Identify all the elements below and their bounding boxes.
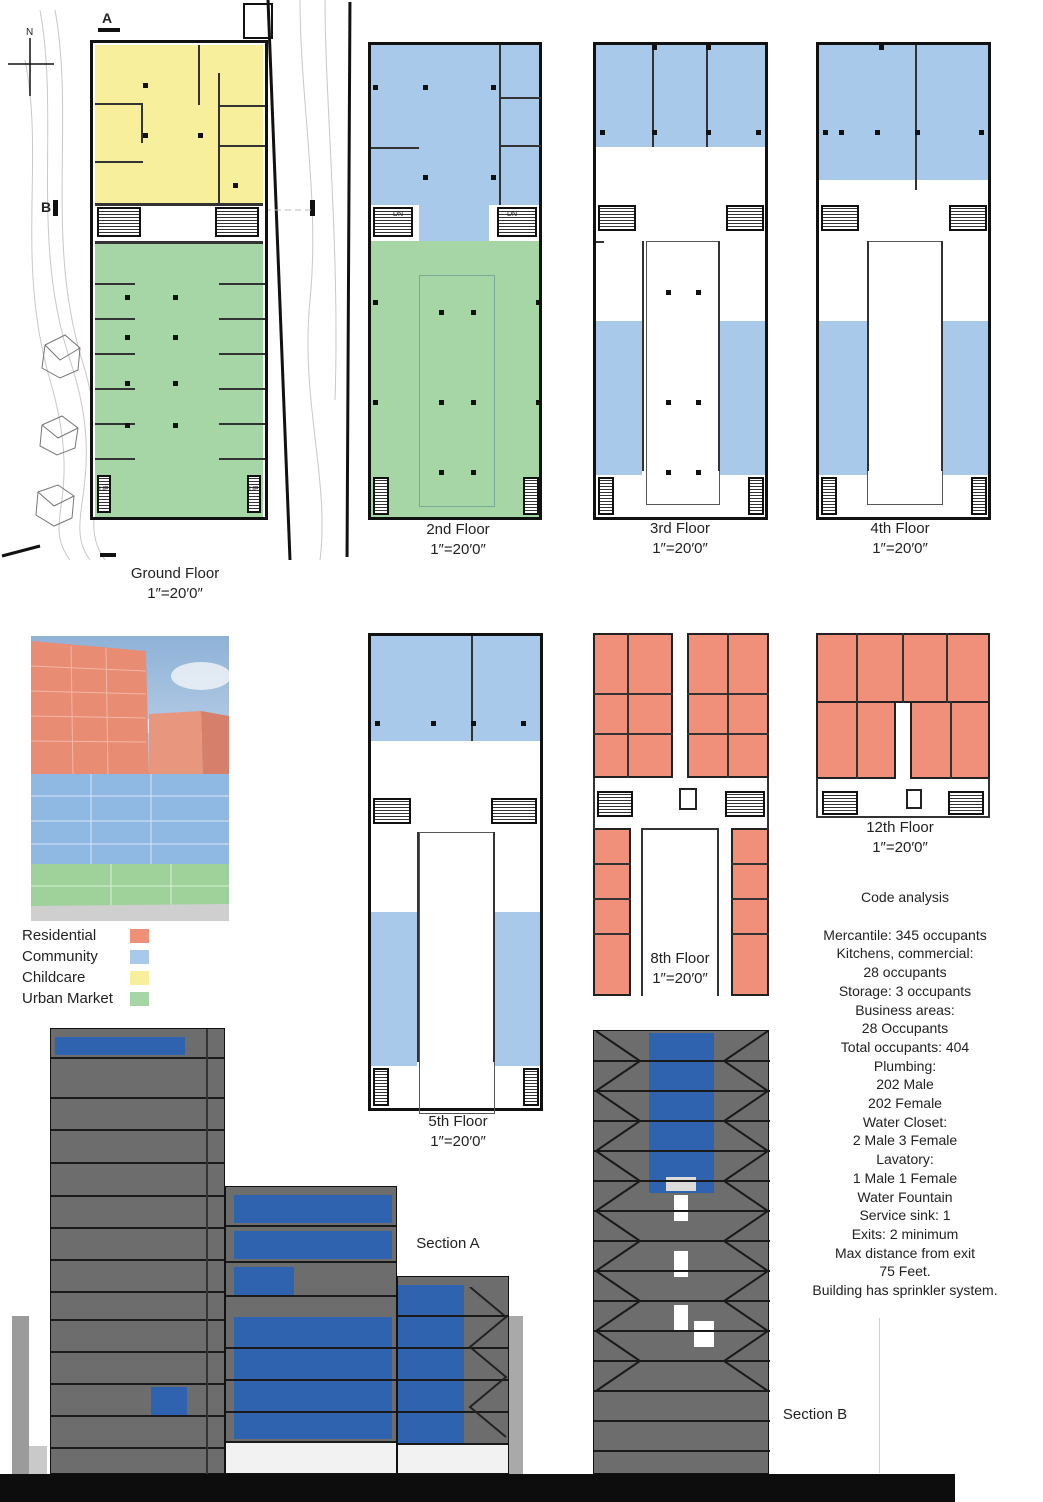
fourth-floor-plan bbox=[816, 42, 991, 520]
building-rendering bbox=[31, 636, 229, 921]
ground-bar bbox=[0, 1474, 955, 1502]
code-analysis-line: Plumbing: bbox=[873, 1057, 937, 1074]
section-b-mark: B bbox=[41, 199, 52, 215]
legend-label: Community bbox=[22, 948, 98, 965]
fifth-floor-title: 5th Floor bbox=[428, 1113, 488, 1130]
code-analysis-line: Water Closet: bbox=[862, 1113, 948, 1130]
legend-swatch-childcare bbox=[130, 971, 149, 985]
second-floor-plan bbox=[368, 42, 542, 520]
code-analysis-line: Service sink: 1 bbox=[859, 1207, 951, 1224]
zone-community bbox=[596, 45, 765, 147]
code-analysis-line: Storage: 3 occupants bbox=[838, 982, 972, 999]
legend-label: Residential bbox=[22, 927, 97, 944]
up-label: UP bbox=[99, 486, 109, 493]
code-analysis-line: Total occupants: 404 bbox=[840, 1038, 970, 1055]
twelfth-floor-plan bbox=[816, 633, 992, 818]
third-floor-title: 3rd Floor bbox=[649, 520, 711, 537]
legend-label: Urban Market bbox=[22, 990, 113, 1007]
twelfth-floor-title: 12th Floor bbox=[866, 819, 934, 836]
code-analysis bbox=[800, 888, 1010, 1300]
section-a-mark: A bbox=[102, 10, 113, 26]
rendering-illustration bbox=[31, 636, 229, 921]
twelfth-floor-scale: 1″=20′0″ bbox=[872, 839, 928, 856]
fourth-floor-title: 4th Floor bbox=[870, 520, 930, 537]
code-analysis-line: 28 Occupants bbox=[861, 1020, 949, 1037]
tree-icons bbox=[36, 335, 80, 526]
code-analysis-line: 75 Feet. bbox=[879, 1263, 931, 1280]
code-analysis-line: Max distance from exit bbox=[834, 1244, 976, 1261]
third-floor-scale: 1″=20′0″ bbox=[652, 540, 708, 557]
code-analysis-line: 202 Male bbox=[876, 1076, 934, 1093]
zone-community bbox=[371, 45, 539, 205]
eighth-floor-plan bbox=[593, 633, 769, 998]
legend-swatch-urban-market bbox=[130, 992, 149, 1006]
code-analysis-title: Code analysis bbox=[861, 889, 949, 905]
zone-childcare bbox=[95, 45, 263, 205]
up-label: UP bbox=[249, 486, 259, 493]
legend-swatch-community bbox=[130, 950, 149, 964]
eighth-floor-title: 8th Floor bbox=[650, 950, 710, 967]
code-analysis-line: Water Fountain bbox=[857, 1188, 953, 1205]
north-label: N bbox=[26, 27, 34, 38]
ground-floor-title: Ground Floor bbox=[130, 565, 220, 582]
zone-residential bbox=[593, 633, 673, 778]
zone-community bbox=[596, 321, 642, 475]
section-a-lower-block bbox=[397, 1276, 509, 1474]
fifth-floor-scale: 1″=20′0″ bbox=[430, 1133, 486, 1150]
eighth-floor-scale: 1″=20′0″ bbox=[652, 970, 708, 987]
zone-community bbox=[819, 45, 988, 180]
section-a-glass-block bbox=[225, 1186, 397, 1474]
section-b-label: Section B bbox=[782, 1406, 848, 1423]
code-analysis-list bbox=[800, 926, 1010, 1300]
second-floor-scale: 1″=20′0″ bbox=[430, 541, 486, 558]
zone-community bbox=[371, 636, 540, 741]
section-a-label: Section A bbox=[416, 1235, 480, 1252]
dn-label: DN bbox=[393, 211, 404, 218]
section-b bbox=[593, 1030, 769, 1474]
street-edge bbox=[268, 0, 290, 560]
code-analysis-line: Mercantile: 345 occupants bbox=[823, 926, 987, 943]
dn-label: DN bbox=[507, 211, 518, 218]
legend-swatch-residential bbox=[130, 929, 149, 943]
fourth-floor-scale: 1″=20′0″ bbox=[872, 540, 928, 557]
code-analysis-line: Exits: 2 minimum bbox=[851, 1225, 959, 1242]
legend bbox=[0, 926, 200, 1010]
code-analysis-line: Business areas: bbox=[855, 1001, 955, 1018]
zone-community bbox=[720, 321, 765, 475]
code-analysis-line: Lavatory: bbox=[876, 1151, 934, 1168]
third-floor-plan bbox=[593, 42, 768, 520]
zone-community bbox=[943, 321, 988, 475]
ground-floor-plan bbox=[0, 0, 345, 602]
ground-plan-outline bbox=[90, 40, 268, 520]
code-analysis-line: Building has sprinkler system. bbox=[812, 1282, 998, 1299]
ground-floor-scale: 1″=20′0″ bbox=[147, 585, 203, 602]
code-analysis-line: 1 Male 1 Female bbox=[852, 1169, 958, 1186]
code-analysis-line: Kitchens, commercial: bbox=[836, 945, 974, 962]
zone-community-link bbox=[419, 205, 489, 241]
zone-community bbox=[819, 321, 867, 475]
section-a-tower bbox=[50, 1028, 225, 1474]
code-analysis-line: 202 Female bbox=[868, 1095, 942, 1112]
second-floor-title: 2nd Floor bbox=[426, 521, 490, 538]
legend-label: Childcare bbox=[22, 969, 86, 986]
code-analysis-line: 28 occupants bbox=[863, 964, 947, 981]
section-b-stairs bbox=[594, 1031, 770, 1475]
code-analysis-line: 2 Male 3 Female bbox=[852, 1132, 958, 1149]
stair-section bbox=[468, 1287, 508, 1447]
